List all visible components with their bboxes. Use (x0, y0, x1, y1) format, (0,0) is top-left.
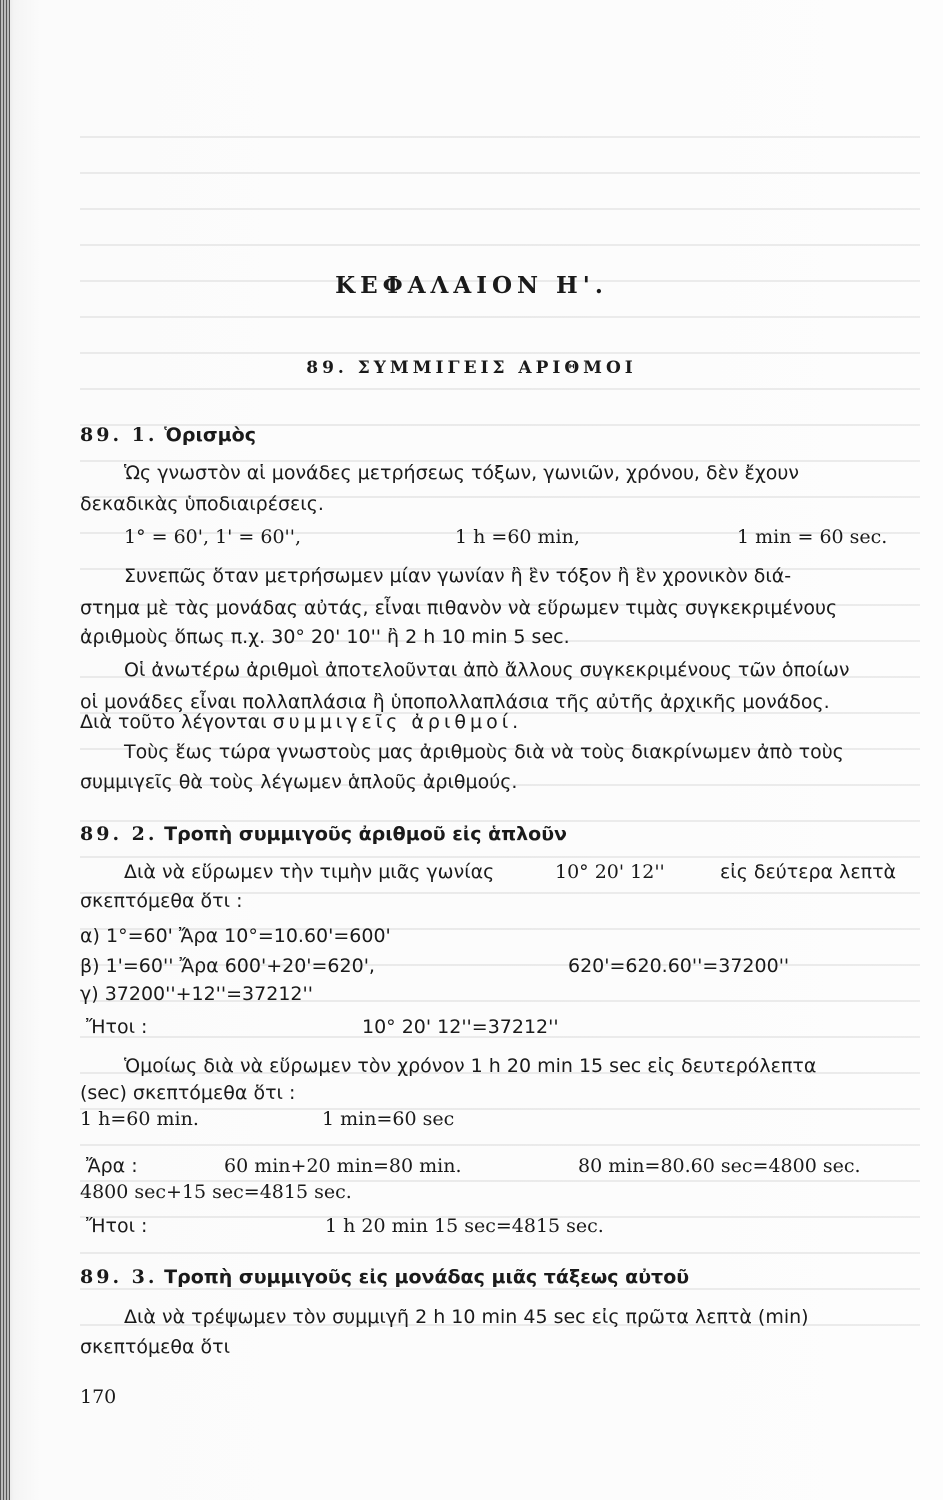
chapter-title: ΚΕΦΑΛΑΙΟΝ Η'. (335, 272, 608, 299)
text-line: σκεπτόμεθα ὅτι : (80, 890, 243, 912)
text-line: συμμιγεῖς θὰ τοὺς λέγωμεν ἁπλοῦς ἀριθμούς. (80, 771, 518, 793)
unit-min: 1 min = 60 sec. (737, 526, 888, 548)
htoi-value: 10° 20' 12''=37212'' (362, 1016, 559, 1038)
angle-value: 10° 20' 12'' (555, 861, 665, 883)
text-line: Διὰ νὰ τρέψωμεν τὸν συμμιγῆ 2 h 10 min 45 sec εἰς πρῶτα λεπτὰ (min) (124, 1306, 809, 1328)
text-line: Συνεπῶς ὅταν μετρήσωμεν μίαν γωνίαν ἢ ἓν τόξον ἢ ἓν χρονικὸν διά- (124, 565, 792, 587)
text-line: Διὰ νὰ εὕρωμεν τὴν τιμὴν μιᾶς γωνίας (124, 861, 495, 883)
equation: 80 min=80.60 sec=4800 sec. (578, 1155, 861, 1177)
subsection-heading (80, 424, 256, 446)
step-c: γ) 37200''+12''=37212'' (80, 983, 313, 1005)
step-b2: 620'=620.60''=37200'' (568, 955, 790, 977)
equation: 60 min+20 min=80 min. (224, 1155, 462, 1177)
subsection-heading (80, 823, 567, 845)
emphasis: συμμιγεῖς ἀριθμοί. (272, 711, 523, 733)
text-line: δεκαδικὰς ὑποδιαιρέσεις. (80, 493, 324, 515)
text-line (80, 710, 918, 734)
page-edge (0, 0, 10, 1500)
text-line: Τοὺς ἕως τώρα γνωστοὺς μας ἀριθμοὺς διὰ νὰ τοὺς διακρίνωμεν ἀπὸ τοὺς (124, 741, 844, 763)
subsection-number: 89. 2. (80, 823, 158, 845)
htoi-value: 1 h 20 min 15 sec=4815 sec. (325, 1215, 604, 1237)
text-line: Ὁμοίως διὰ νὰ εὕρωμεν τὸν χρόνον 1 h 20 min 15 sec εἰς δευτερόλεπτα (124, 1055, 817, 1077)
text: Διὰ τοῦτο λέγονται (80, 711, 273, 733)
text: Ὡς γνωστὸν αἱ μονάδες μετρήσεως τόξων, γωνιῶν, χρόνου, δὲν ἔχουν (124, 462, 800, 484)
equation: 1 h=60 min. (80, 1108, 199, 1130)
section-title: 89. ΣΥΜΜΙΓΕΙΣ ΑΡΙΘΜΟΙ (306, 358, 637, 378)
unit-hour: 1 h =60 min, (455, 526, 580, 548)
subsection-heading (80, 1266, 689, 1288)
step-a: α) 1°=60' Ἄρα 10°=10.60'=600' (80, 925, 391, 947)
text-line: οἱ μονάδες εἶναι πολλαπλάσια ἢ ὑποπολλαπλάσια τῆς αὐτῆς ἀρχικῆς μονάδος. (80, 691, 830, 713)
htoi-label: Ἤτοι : (86, 1016, 148, 1038)
htoi-label: Ἤτοι : (86, 1215, 148, 1237)
subsection-title: Ὁρισμὸς (164, 424, 256, 446)
equation: 1 min=60 sec (322, 1108, 455, 1130)
page-number: 170 (80, 1386, 117, 1408)
text-line: σκεπτόμεθα ὅτι (80, 1336, 231, 1358)
text-line (124, 461, 918, 485)
text-line: ἀριθμοὺς ὅπως π.χ. 30° 20' 10'' ἢ 2 h 10 min 5 sec. (80, 626, 570, 648)
subsection-number: 89. 1. (80, 424, 158, 446)
ara-label: Ἄρα : (86, 1155, 138, 1177)
subsection-number: 89. 3. (80, 1266, 158, 1288)
step-b: β) 1'=60'' Ἄρα 600'+20'=620', (80, 955, 375, 977)
text-line: στημα μὲ τὰς μονάδας αὐτάς, εἶναι πιθανὸν νὰ εὕρωμεν τιμὰς συγκεκριμένους (80, 597, 838, 619)
unit-arc: 1° = 60', 1' = 60'', (124, 526, 302, 548)
subsection-title: Τροπὴ συμμιγοῦς εἰς μονάδας μιᾶς τάξεως αὐτοῦ (164, 1266, 690, 1288)
subsection-title: Τροπὴ συμμιγοῦς ἀριθμοῦ εἰς ἁπλοῦν (164, 823, 567, 845)
equation: 4800 sec+15 sec=4815 sec. (80, 1181, 352, 1203)
text-line: εἰς δεύτερα λεπτὰ (720, 861, 897, 883)
text-line: (sec) σκεπτόμεθα ὅτι : (80, 1082, 296, 1104)
text-line: Οἱ ἀνωτέρω ἀριθμοὶ ἀποτελοῦνται ἀπὸ ἄλλους συγκεκριμένους τῶν ὁποίων (124, 659, 850, 681)
